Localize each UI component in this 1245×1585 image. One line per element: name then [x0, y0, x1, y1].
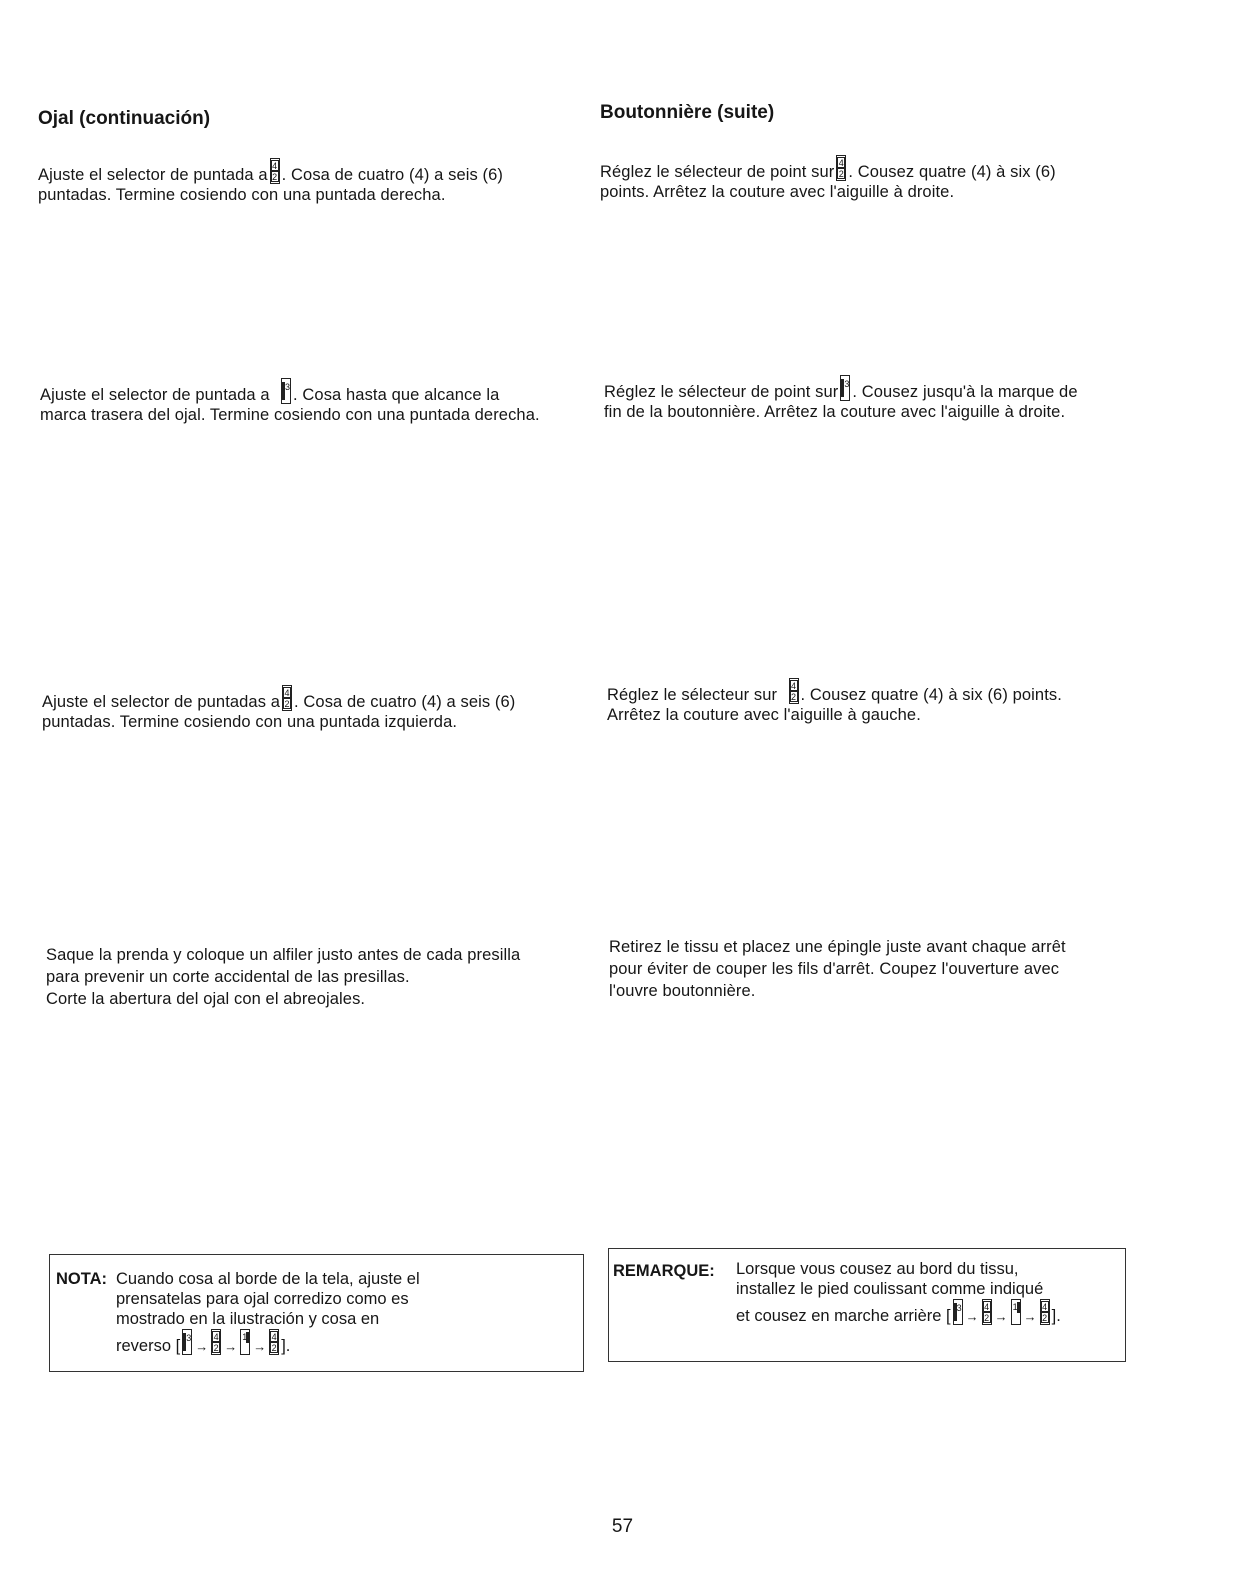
text: . Cousez jusqu'à la marque de: [852, 383, 1078, 401]
page-number: 57: [611, 1516, 634, 1537]
text: l'ouvre boutonnière.: [609, 982, 756, 1000]
text: para prevenir un corte accidental de las presillas.: [46, 968, 410, 986]
arrow-icon: →: [965, 1309, 979, 1324]
paragraph-es-2: [40, 378, 540, 425]
paragraph-es-1: [38, 158, 503, 205]
text: Corte la abertura del ojal con el abreojales.: [46, 990, 366, 1008]
text: Ajuste el selector de puntada a: [40, 386, 270, 404]
paragraph-fr-2: [604, 375, 1078, 422]
text: prensatelas para ojal corredizo como es: [116, 1290, 409, 1308]
text: . Cousez quatre (4) à six (6) points.: [800, 686, 1062, 704]
arrow-icon: →: [994, 1309, 1008, 1324]
paragraph-fr-3: [607, 678, 1062, 725]
paragraph-fr-1: [600, 155, 1056, 202]
stitch-symbol-4-2: $\frac{4}{2}$: [836, 155, 846, 181]
note-box-es: [49, 1254, 584, 1372]
stitch-symbol-4-2: $\frac{4}{2}$: [270, 158, 280, 184]
text: ].: [1051, 1307, 1061, 1325]
arrow-icon: →: [195, 1339, 209, 1354]
text: Saque la prenda y coloque un alfiler justo antes de cada presilla: [46, 946, 521, 964]
stitch-symbol-4-2: $\frac{4}{2}$: [269, 1329, 279, 1355]
stitch-symbol-4-2: $\frac{4}{2}$: [282, 685, 292, 711]
text: Réglez le sélecteur de point sur: [600, 163, 835, 181]
stitch-symbol-3: 3: [182, 1329, 192, 1355]
text: . Cosa de cuatro (4) a seis (6): [294, 693, 516, 711]
stitch-symbol-4-2: $\frac{4}{2}$: [982, 1299, 992, 1325]
stitch-symbol-1: 1: [240, 1329, 250, 1355]
stitch-symbol-4-2: $\frac{4}{2}$: [211, 1329, 221, 1355]
text: installez le pied coulissant comme indiqué: [736, 1280, 1044, 1298]
text: Cuando cosa al borde de la tela, ajuste el: [116, 1270, 420, 1288]
arrow-icon: →: [253, 1339, 267, 1354]
text: fin de la boutonnière. Arrêtez la couture avec l'aiguille à droite.: [604, 403, 1066, 421]
text: marca trasera del ojal. Termine cosiendo con una puntada derecha.: [40, 406, 540, 424]
text: Lorsque vous cousez au bord du tissu,: [736, 1260, 1019, 1278]
text: mostrado en la ilustración y cosa en: [116, 1310, 380, 1328]
note-text: [116, 1269, 420, 1357]
stitch-symbol-4-2: $\frac{4}{2}$: [789, 678, 799, 704]
title-es: Ojal (continuación): [38, 108, 211, 129]
text: puntadas. Termine cosiendo con una puntada derecha.: [38, 186, 446, 204]
note-text: [736, 1259, 1061, 1327]
text: . Cosa hasta que alcance la: [293, 386, 500, 404]
text: . Cousez quatre (4) à six (6): [848, 163, 1056, 181]
text: . Cosa de cuatro (4) a seis (6): [281, 166, 504, 184]
text: ].: [281, 1337, 291, 1355]
title-fr: Boutonnière (suite): [600, 102, 775, 123]
arrow-icon: →: [224, 1339, 238, 1354]
text: points. Arrêtez la couture avec l'aiguille à droite.: [600, 183, 955, 201]
paragraph-fr-4: [609, 936, 1066, 1002]
text: reverso [: [116, 1337, 181, 1355]
text: puntadas. Termine cosiendo con una puntada izquierda.: [42, 713, 458, 731]
note-label: REMARQUE:: [613, 1262, 715, 1280]
text: Retirez le tissu et placez une épingle juste avant chaque arrêt: [609, 938, 1066, 956]
note-box-fr: [608, 1248, 1126, 1362]
stitch-symbol-4-2: $\frac{4}{2}$: [1040, 1299, 1050, 1325]
paragraph-es-3: [42, 685, 515, 732]
stitch-symbol-3: 3: [281, 378, 291, 404]
text: pour éviter de couper les fils d'arrêt. Coupez l'ouverture avec: [609, 960, 1060, 978]
text: Réglez le sélecteur sur: [607, 686, 778, 704]
note-label: NOTA:: [56, 1270, 108, 1288]
text: et cousez en marche arrière [: [736, 1307, 951, 1325]
stitch-symbol-1: 1: [1011, 1299, 1021, 1325]
text: Arrêtez la couture avec l'aiguille à gauche.: [607, 706, 921, 724]
text: Ajuste el selector de puntada a: [38, 166, 268, 184]
stitch-symbol-3: 3: [953, 1299, 963, 1325]
stitch-symbol-3: 3: [840, 375, 850, 401]
text: Réglez le sélecteur de point sur: [604, 383, 839, 401]
paragraph-es-4: [46, 944, 520, 1010]
arrow-icon: →: [1023, 1309, 1037, 1324]
text: Ajuste el selector de puntadas a: [42, 693, 281, 711]
